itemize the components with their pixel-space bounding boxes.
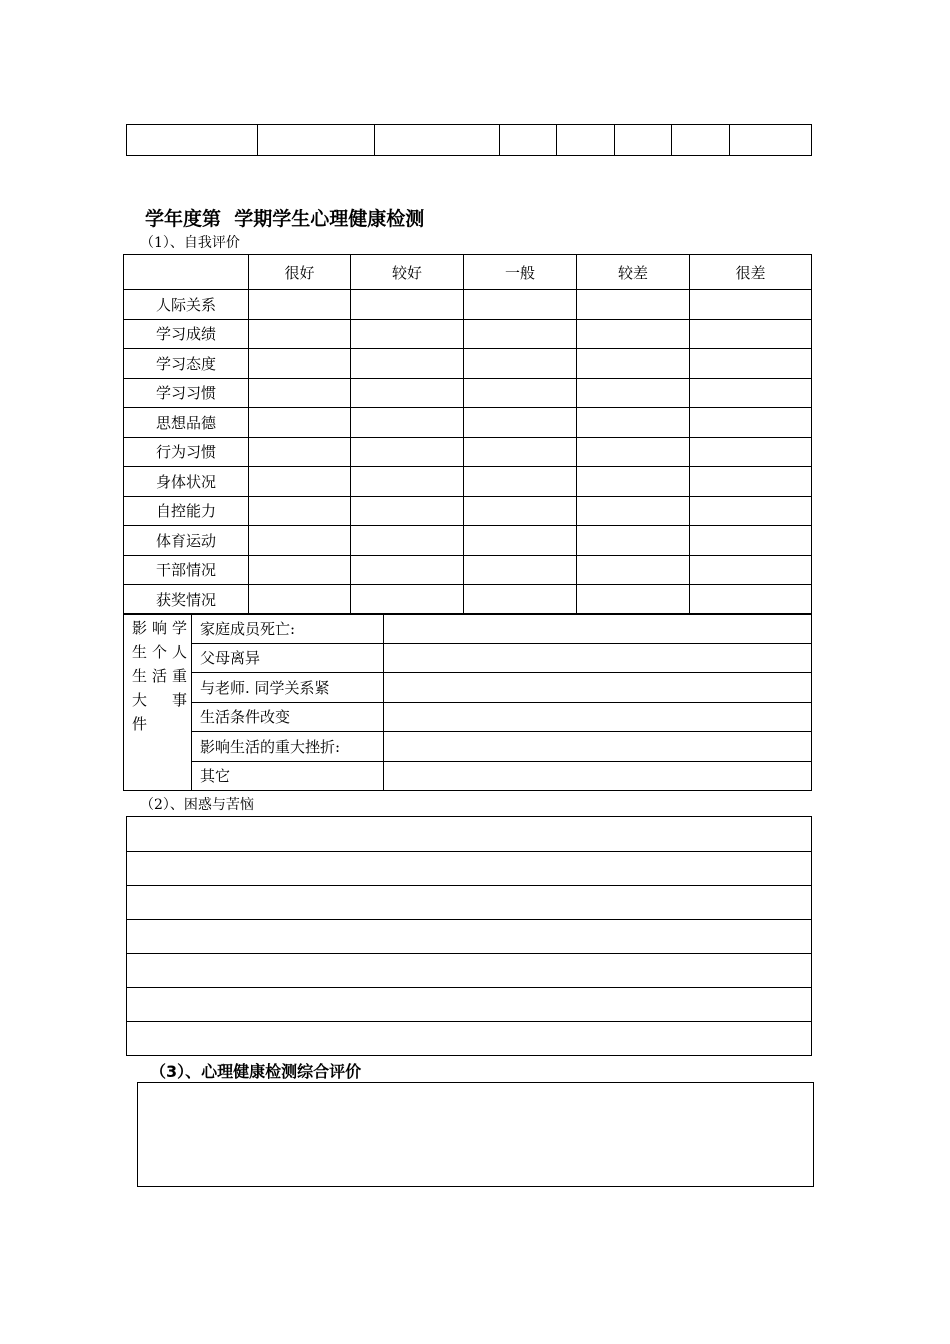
column-header: 较好 <box>351 255 464 290</box>
table-row <box>124 290 812 320</box>
rating-cell[interactable] <box>249 467 351 497</box>
rating-cell[interactable] <box>690 290 812 320</box>
rating-cell[interactable] <box>690 526 812 556</box>
corner-cell <box>124 255 249 290</box>
row-label: 自控能力 <box>124 496 249 526</box>
rating-cell[interactable] <box>577 408 690 438</box>
overall-evaluation-box[interactable] <box>137 1082 814 1187</box>
rating-cell[interactable] <box>690 408 812 438</box>
rating-cell[interactable] <box>249 496 351 526</box>
event-value-cell[interactable] <box>384 761 812 791</box>
row-label: 学习成绩 <box>124 319 249 349</box>
row-label: 人际关系 <box>124 290 249 320</box>
event-label: 家庭成员死亡: <box>192 614 384 644</box>
rating-cell[interactable] <box>577 319 690 349</box>
row-label: 干部情况 <box>124 555 249 585</box>
troubles-line[interactable] <box>127 920 812 954</box>
rating-cell[interactable] <box>351 585 464 615</box>
rating-cell[interactable] <box>464 349 577 379</box>
event-label: 生活条件改变 <box>192 702 384 732</box>
row-label: 学习习惯 <box>124 378 249 408</box>
rating-cell[interactable] <box>249 437 351 467</box>
rating-cell[interactable] <box>464 467 577 497</box>
section3-label: （3）、心理健康检测综合评价 <box>150 1062 362 1081</box>
troubles-line[interactable] <box>127 988 812 1022</box>
table-row <box>124 408 812 438</box>
row-label: 获奖情况 <box>124 585 249 615</box>
rating-cell[interactable] <box>351 467 464 497</box>
troubles-line[interactable] <box>127 852 812 886</box>
rating-cell[interactable] <box>690 349 812 379</box>
rating-cell[interactable] <box>464 437 577 467</box>
rating-cell[interactable] <box>577 496 690 526</box>
section1-label: （1）、自我评价 <box>140 235 240 251</box>
events-side-line: 大 事 <box>132 691 187 709</box>
rating-cell[interactable] <box>577 467 690 497</box>
rating-cell[interactable] <box>464 408 577 438</box>
event-label: 父母离异 <box>192 643 384 673</box>
event-label: 其它 <box>192 761 384 791</box>
rating-cell[interactable] <box>464 526 577 556</box>
events-side-line: 影响学 <box>132 619 187 637</box>
table-row <box>124 585 812 615</box>
column-header: 一般 <box>464 255 577 290</box>
table-row <box>124 319 812 349</box>
rating-cell[interactable] <box>577 290 690 320</box>
rating-cell[interactable] <box>351 437 464 467</box>
events-side-line: 件 <box>132 715 148 733</box>
table-row <box>124 437 812 467</box>
life-events-table <box>123 613 812 791</box>
table-row <box>124 496 812 526</box>
top-cell[interactable] <box>672 125 730 156</box>
troubles-line[interactable] <box>127 886 812 920</box>
column-header: 很好 <box>249 255 351 290</box>
troubles-line[interactable] <box>127 817 812 852</box>
rating-cell[interactable] <box>351 526 464 556</box>
events-side-label <box>124 614 192 791</box>
rating-cell[interactable] <box>690 585 812 615</box>
column-header: 很差 <box>690 255 812 290</box>
section2-label: （2）、困惑与苦恼 <box>140 797 254 813</box>
top-cell[interactable] <box>500 125 557 156</box>
rating-cell[interactable] <box>577 526 690 556</box>
events-side-line: 生活重 <box>132 667 187 685</box>
top-cell[interactable] <box>730 125 812 156</box>
troubles-table <box>126 816 812 1056</box>
row-label: 行为习惯 <box>124 437 249 467</box>
troubles-line[interactable] <box>127 1022 812 1056</box>
rating-cell[interactable] <box>249 585 351 615</box>
rating-cell[interactable] <box>351 290 464 320</box>
top-cell[interactable] <box>127 125 258 156</box>
rating-cell[interactable] <box>690 467 812 497</box>
top-cell[interactable] <box>615 125 672 156</box>
rating-cell[interactable] <box>249 555 351 585</box>
rating-cell[interactable] <box>577 555 690 585</box>
rating-cell[interactable] <box>249 526 351 556</box>
rating-cell[interactable] <box>351 319 464 349</box>
rating-cell[interactable] <box>577 437 690 467</box>
rating-cell[interactable] <box>577 378 690 408</box>
rating-cell[interactable] <box>351 378 464 408</box>
rating-cell[interactable] <box>464 319 577 349</box>
rating-cell[interactable] <box>690 496 812 526</box>
event-label: 与老师. 同学关系紧 <box>192 673 384 703</box>
table-row <box>124 467 812 497</box>
event-value-cell[interactable] <box>384 732 812 762</box>
page-title: 学年度第 学期学生心理健康检测 <box>145 208 425 230</box>
rating-cell[interactable] <box>690 378 812 408</box>
rating-cell[interactable] <box>249 319 351 349</box>
rating-cell[interactable] <box>690 555 812 585</box>
rating-cell[interactable] <box>577 585 690 615</box>
rating-cell[interactable] <box>249 349 351 379</box>
rating-cell[interactable] <box>577 349 690 379</box>
top-cell[interactable] <box>258 125 375 156</box>
event-value-cell[interactable] <box>384 614 812 644</box>
troubles-line[interactable] <box>127 954 812 988</box>
table-row <box>124 526 812 556</box>
rating-cell[interactable] <box>690 437 812 467</box>
table-row <box>124 555 812 585</box>
row-label: 身体状况 <box>124 467 249 497</box>
rating-cell[interactable] <box>351 555 464 585</box>
rating-cell[interactable] <box>249 408 351 438</box>
event-value-cell[interactable] <box>384 673 812 703</box>
column-header: 较差 <box>577 255 690 290</box>
top-cell[interactable] <box>557 125 615 156</box>
rating-cell[interactable] <box>351 408 464 438</box>
table-row <box>124 349 812 379</box>
event-value-cell[interactable] <box>384 702 812 732</box>
rating-cell[interactable] <box>464 555 577 585</box>
rating-cell[interactable] <box>351 349 464 379</box>
events-side-line: 生个人 <box>132 643 187 661</box>
rating-cell[interactable] <box>464 496 577 526</box>
rating-cell[interactable] <box>464 378 577 408</box>
rating-cell[interactable] <box>351 496 464 526</box>
rating-cell[interactable] <box>464 290 577 320</box>
rating-cell[interactable] <box>249 378 351 408</box>
table-row <box>124 378 812 408</box>
row-label: 学习态度 <box>124 349 249 379</box>
top-table <box>126 124 812 156</box>
rating-cell[interactable] <box>249 290 351 320</box>
rating-cell[interactable] <box>464 585 577 615</box>
event-label: 影响生活的重大挫折: <box>192 732 384 762</box>
rating-cell[interactable] <box>690 319 812 349</box>
event-value-cell[interactable] <box>384 643 812 673</box>
row-label: 体育运动 <box>124 526 249 556</box>
row-label: 思想品德 <box>124 408 249 438</box>
top-cell[interactable] <box>375 125 500 156</box>
self-eval-table <box>123 254 812 615</box>
